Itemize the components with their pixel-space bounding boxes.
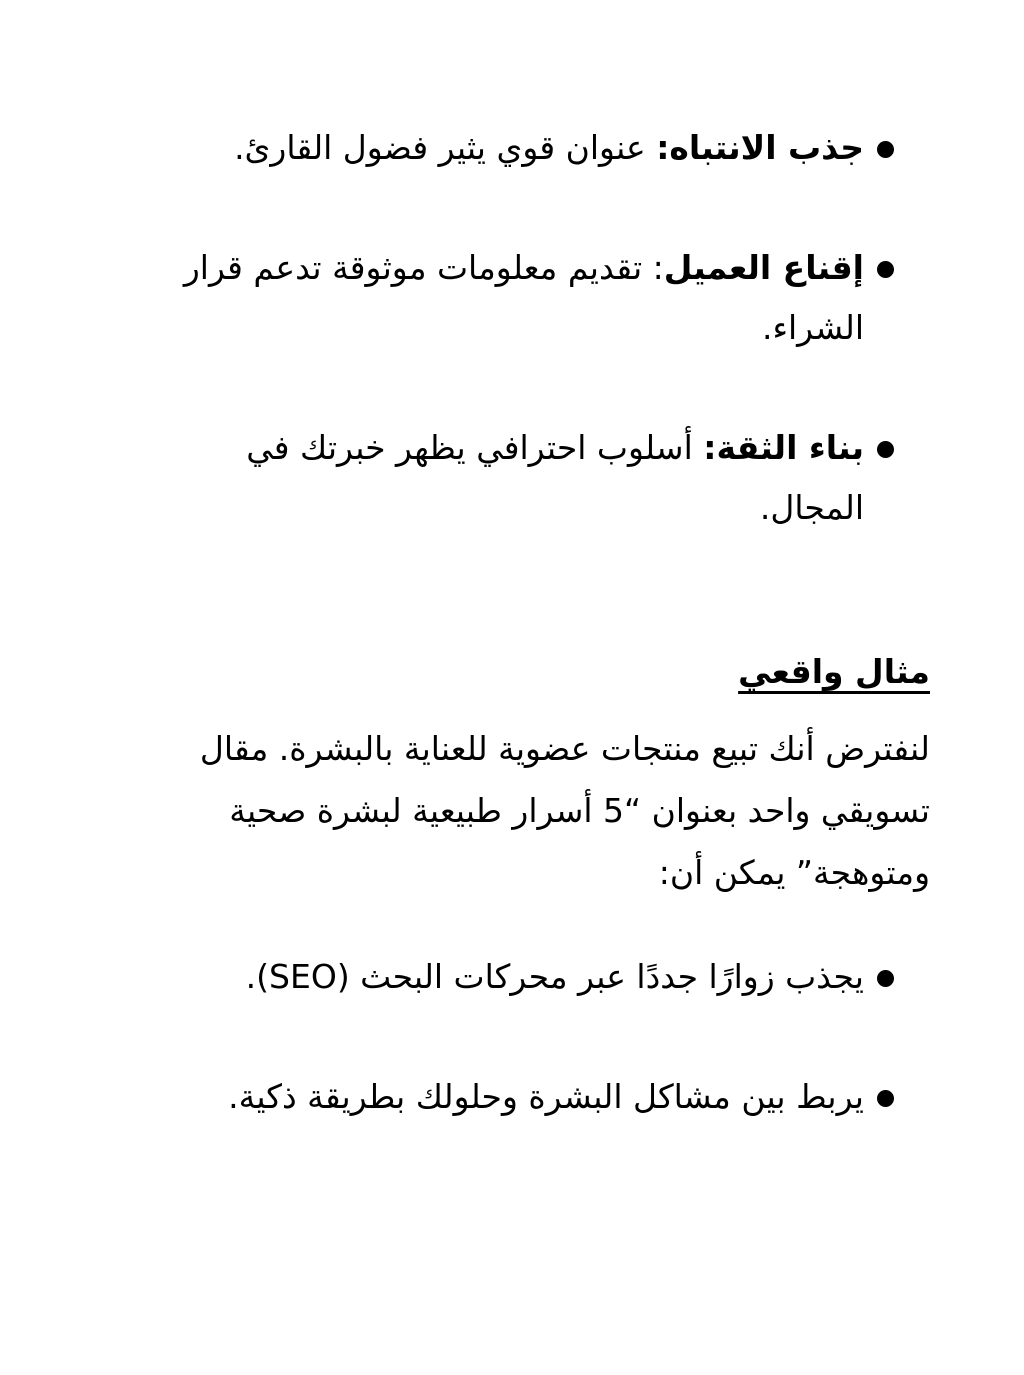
bullet-icon	[877, 441, 894, 458]
bullet-text: يربط بين مشاكل البشرة وحلولك بطريقة ذكية.	[228, 1077, 864, 1116]
list-item	[164, 418, 894, 538]
bullet-text: يجذب زوارًا جددًا عبر محركات البحث (SEO).	[245, 957, 864, 996]
bullet-text: أسلوب احترافي يظهر خبرتك في المجال.	[246, 428, 864, 527]
bullet-icon	[877, 261, 894, 278]
section-heading: مثال واقعي	[738, 652, 930, 691]
list-item	[164, 947, 894, 1007]
bullet-icon	[877, 1090, 894, 1107]
example-bullet-list	[164, 947, 894, 1187]
list-item	[164, 1067, 894, 1127]
bullet-icon	[877, 141, 894, 158]
bullet-term: بناء الثقة:	[703, 428, 864, 467]
list-item	[164, 238, 894, 358]
intro-bullet-list	[164, 118, 894, 598]
bullet-term: إقناع العميل	[663, 248, 864, 287]
bullet-text: : تقديم معلومات موثوقة تدعم قرار الشراء.	[183, 248, 864, 347]
bullet-text: عنوان قوي يثير فضول القارئ.	[234, 128, 657, 167]
list-item	[164, 118, 894, 178]
bullet-term: جذب الانتباه:	[656, 128, 864, 167]
example-paragraph: لنفترض أنك تبيع منتجات عضوية للعناية بالبشرة. مقال تسويقي واحد بعنوان “5 أسرار طبيعية لبشرة صحية ومتوهجة” يمكن أن:	[199, 729, 930, 892]
bullet-icon	[877, 970, 894, 987]
